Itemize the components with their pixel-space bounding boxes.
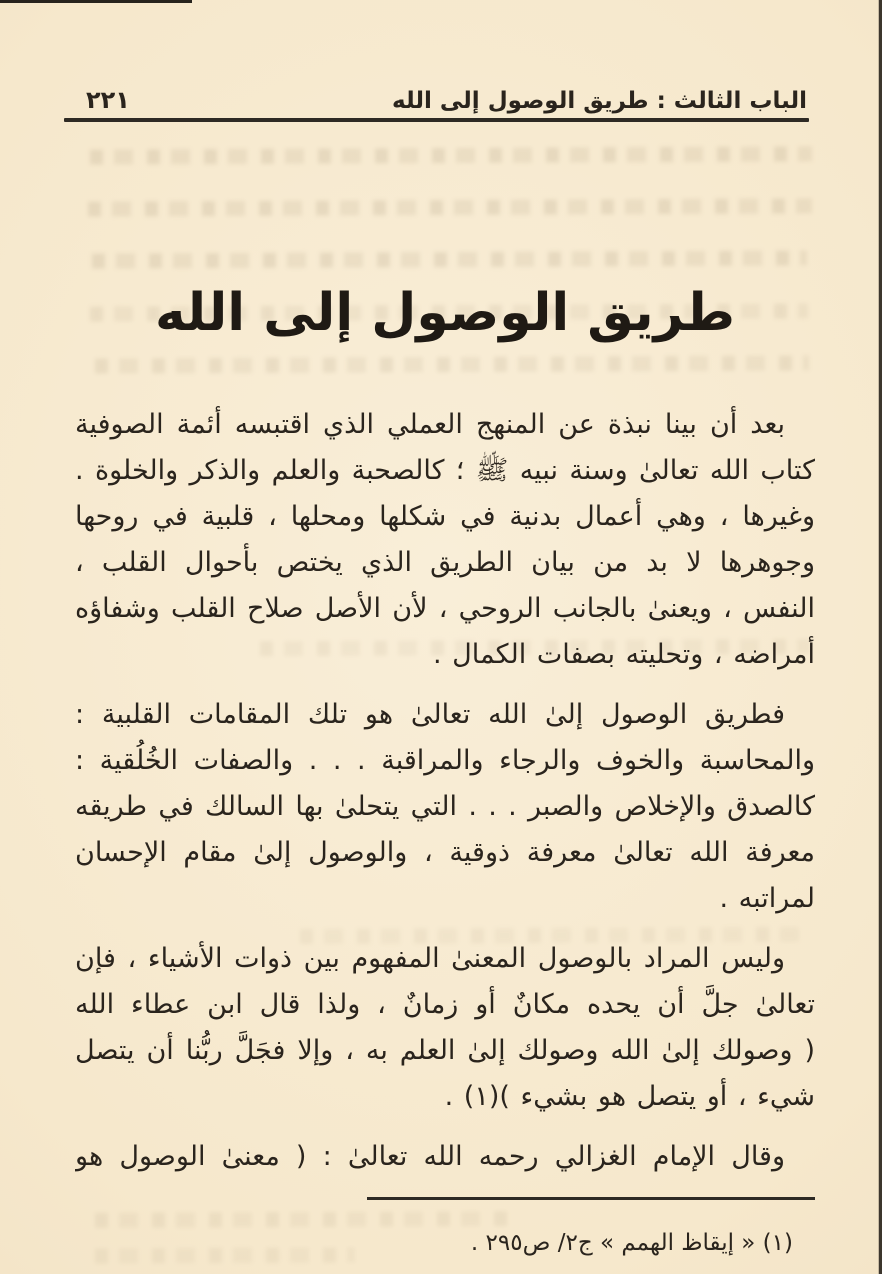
paragraph [75, 1134, 815, 1180]
scan-edge-top [0, 0, 192, 3]
paragraph [75, 936, 815, 1120]
text-line: فطريق الوصول إلىٰ الله تعالىٰ هو تلك المقامات القلبية : [75, 699, 785, 730]
footnote: (١) « إيقاظ الهمم » ج٢/ ص٢٩٥ . [470, 1230, 793, 1256]
footnote-separator-rule [367, 1197, 815, 1200]
bleedthrough-ghost-line [90, 146, 812, 164]
bleedthrough-ghost-line [95, 355, 809, 373]
text-line: لمراتبه . [719, 883, 815, 914]
running-chapter-title: الباب الثالث : طريق الوصول إلى الله [392, 88, 807, 114]
text-line: كتاب الله تعالىٰ وسنة نبيه ﷺ ؛ كالصحبة والعلم والذكر والخلوة . [75, 455, 815, 486]
section-title: طريق الوصول إلى الله [154, 283, 736, 343]
page-header [64, 86, 807, 114]
paragraph [75, 402, 815, 678]
text-line: أمراضه ، وتحليته بصفات الكمال . [433, 639, 815, 670]
bleedthrough-ghost-line [92, 250, 807, 268]
text-line: تعالىٰ جلَّ أن يحده مكانٌ أو زمانٌ ، ولذا قال ابن عطاء الله [75, 989, 815, 1020]
text-line: شيء ، أو يتصل هو بشيء )(١) . [444, 1081, 815, 1112]
page-number: ٢٢١ [86, 86, 130, 114]
text-line: وقال الإمام الغزالي رحمه الله تعالىٰ : ( معنىٰ الوصول هو [75, 1141, 785, 1172]
body-text [75, 402, 815, 1194]
text-line: وجوهرها لا بد من بيان الطريق الذي يختص بأحوال القلب ، [75, 547, 815, 578]
paragraph [75, 692, 815, 922]
text-line: وغيرها ، وهي أعمال بدنية في شكلها ومحلها ، قلبية في روحها [75, 501, 815, 532]
text-line: كالصدق والإخلاص والصبر . . . التي يتحلىٰ بها السالك في طريقه [75, 791, 815, 822]
header-rule [64, 118, 809, 122]
scan-edge-right [878, 0, 882, 1274]
bleedthrough-ghost-line [88, 198, 812, 216]
text-line: معرفة الله تعالىٰ معرفة ذوقية ، والوصول إلىٰ مقام الإحسان [75, 837, 815, 868]
text-line: ( وصولك إلىٰ الله وصولك إلىٰ العلم به ، وإلا فجَلَّ ربُّنا أن يتصل [75, 1035, 815, 1066]
text-line: بعد أن بينا نبذة عن المنهج العملي الذي اقتبسه أئمة الصوفية [75, 409, 785, 440]
text-line: والمحاسبة والخوف والرجاء والمراقبة . . . والصفات الخُلُقية : [75, 745, 815, 776]
text-line: وليس المراد بالوصول المعنىٰ المفهوم بين ذوات الأشياء ، فإن [75, 943, 785, 974]
text-line: النفس ، ويعنىٰ بالجانب الروحي ، لأن الأصل صلاح القلب وشفاؤه [75, 593, 815, 624]
